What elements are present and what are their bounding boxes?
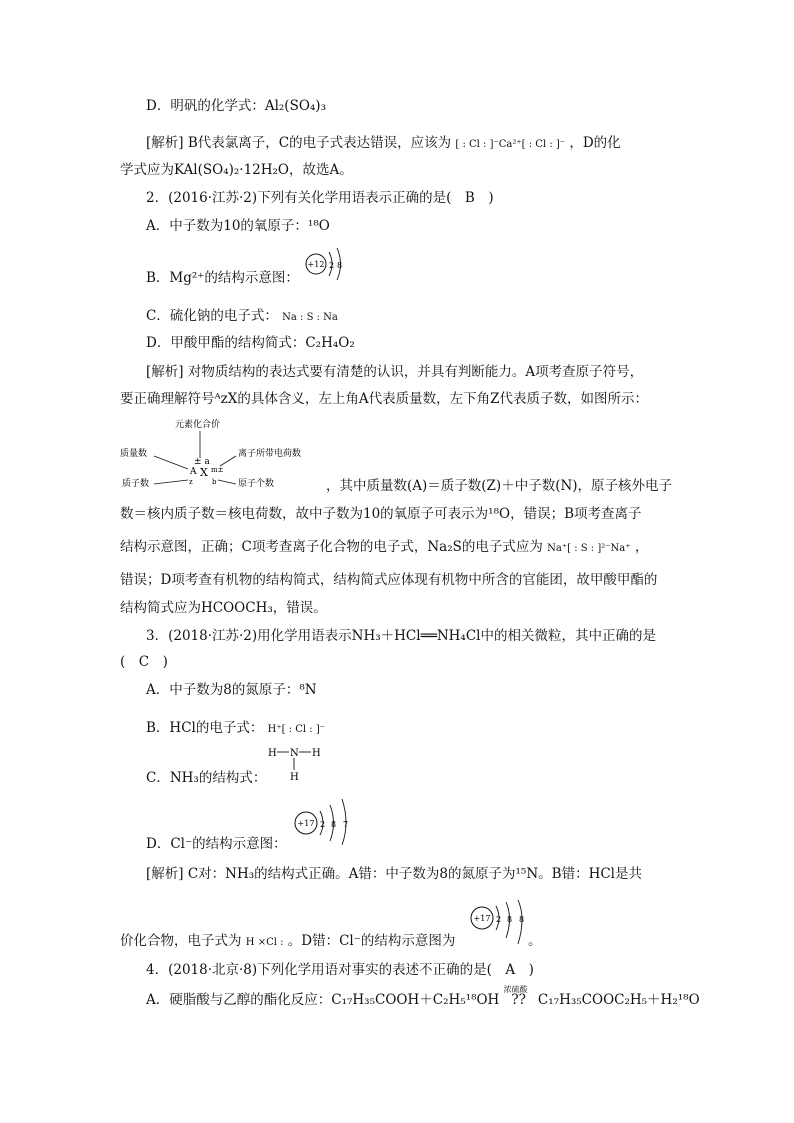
q3-option-d: D．Cl⁻的结构示意图：: [146, 836, 287, 852]
fig-label-atom-count: 原子个数: [238, 479, 275, 489]
q3-stem-line2: ( C ): [120, 654, 168, 670]
svg-text:m±: m±: [211, 466, 224, 474]
shell-1: 2: [320, 820, 326, 829]
answer1-line1: [146, 133, 621, 155]
svg-text:z: z: [189, 478, 193, 486]
answer2-line2: 要正确理解符号ᴬzX的具体含义，左上角A代表质量数，左下角Z代表质子数，如图所示：: [120, 391, 648, 407]
q2-option-c: [146, 306, 338, 328]
q2-option-a: A．中子数为10的氧原子：¹⁸O: [146, 218, 330, 234]
shell-2: 8: [331, 820, 337, 829]
nucleus-label: +17: [297, 819, 315, 828]
answer-text: 。D错：Cl⁻的结构示意图为: [287, 933, 456, 949]
answer-text: 价化合物，电子式为: [120, 933, 242, 949]
nucleus-label: +17: [473, 914, 491, 923]
svg-text:b: b: [212, 478, 217, 486]
cl-ion-structure-diagram-correct: [466, 900, 536, 950]
fig-label-mass: 质量数: [120, 449, 148, 459]
answer-text: C对：NH₃的结构式正确。A错：中子数为8的氮原子为¹⁵N。B错：HCl是共: [187, 866, 642, 882]
cl-ion-structure-diagram: [290, 795, 360, 845]
shell-2: 8: [337, 261, 343, 270]
arrow-glyph: ??: [511, 992, 526, 1008]
reaction-arrow: [503, 985, 534, 1010]
answer-text: ，D的化: [569, 135, 621, 151]
svg-text:± a: ± a: [194, 457, 210, 467]
mg-ion-structure-diagram: [300, 242, 360, 282]
q3-stem-line1: 3．(2018·江苏·2)用化学用语表示NH₃＋HCl══NH₄Cl中的相关微粒，其中正确的是: [146, 628, 656, 644]
answer3-end: 。: [528, 933, 542, 949]
svg-text:X: X: [200, 466, 208, 479]
hcl-covalent-formula: H ×Cl :: [245, 937, 284, 948]
q3-option-b: [146, 718, 325, 740]
answer-text: 对物质结构的表达式要有清楚的认识，并具有判断能力。A项考查原子符号，: [187, 364, 644, 380]
answer2-line4: 数＝核内质子数＝核电荷数，故中子数为10的氧原子可表示为¹⁸O，错误；B项考查离子: [120, 506, 642, 522]
q2-option-b: B．Mg²⁺的结构示意图：: [146, 270, 299, 286]
q4-option-a: [146, 985, 700, 1010]
q3-option-c: C．NH₃的结构式：: [146, 770, 267, 786]
fig-label-charge: 离子所带电荷数: [238, 449, 302, 459]
q2-stem: 2．(2016·江苏·2)下列有关化学用语表示正确的是( B ): [146, 190, 494, 206]
svg-text:A: A: [190, 467, 197, 477]
svg-text:H: H: [268, 748, 277, 759]
hcl-electron-formula: H⁺[ : Cl : ]⁻: [267, 724, 326, 735]
answer2-line7: 结构简式应为HCOOCH₃，错误。: [120, 600, 327, 616]
shell-2: 8: [507, 915, 513, 924]
fig-label-valence: 元素化合价: [175, 420, 221, 430]
answer2-line1: [146, 362, 643, 382]
option-text: C₁₇H₃₅COOC₂H₅＋H₂¹⁸O: [537, 992, 700, 1008]
answer-text: B代表氯离子，C的电子式表达错误，应该为: [187, 135, 452, 151]
answer3-line1: [146, 864, 642, 884]
nh3-structural-formula: [266, 742, 336, 784]
fig-label-proton: 质子数: [122, 479, 150, 489]
answer1-line2: 学式应为KAl(SO₄)₂·12H₂O，故选A。: [120, 162, 353, 178]
shell-1: 2: [496, 915, 502, 924]
answer-text: 结构示意图，正确；C项考查离子化合物的电子式，Na₂S的电子式应为: [120, 539, 543, 555]
shell-3: 7: [343, 820, 349, 829]
answer-tag: [解析]: [146, 135, 184, 151]
answer-tag: [解析]: [146, 364, 184, 380]
answer-tag: [解析]: [146, 866, 184, 882]
svg-text:N: N: [290, 748, 299, 759]
shell-1: 2: [329, 261, 335, 270]
answer3-line2: [120, 931, 455, 953]
na2s-electron-formula: Na : S : Na: [282, 312, 338, 323]
q4-stem: 4．(2018·北京·8)下列化学用语对事实的表述不正确的是( A ): [146, 962, 534, 978]
answer2-line5: [120, 537, 648, 559]
answer2-line3: ，其中质量数(A)＝质子数(Z)＋中子数(N)，原子核外电子: [326, 478, 673, 494]
answer2-line6: 错误；D项考查有机物的结构简式，结构简式应体现有机物中所含的官能团，故甲酸甲酯的: [120, 572, 658, 588]
reaction-condition: 浓硫酸: [503, 985, 528, 994]
electron-formula: [ : Cl : ]⁻Ca²⁺[ : Cl : ]⁻: [455, 139, 566, 150]
q1-option-d: D．明矾的化学式：Al₂(SO₄)₃: [146, 98, 326, 114]
nuclide-notation-figure: [120, 414, 330, 496]
svg-text:H: H: [290, 772, 299, 783]
na2s-electron-formula: Na⁺[ : S : ]²⁻Na⁺: [547, 543, 631, 554]
option-text: A．硬脂酸与乙醇的酯化反应：C₁₇H₃₅COOH＋C₂H₅¹⁸OH: [146, 992, 500, 1008]
q3-option-a: A．中子数为8的氮原子：⁸N: [146, 682, 317, 698]
svg-text:H: H: [312, 748, 321, 759]
option-text: C．硫化钠的电子式：: [146, 308, 278, 324]
answer-text: ，: [634, 539, 649, 555]
q2-option-d: D．甲酸甲酯的结构简式：C₂H₄O₂: [146, 335, 355, 351]
shell-3: 8: [519, 915, 525, 924]
option-text: B．HCl的电子式：: [146, 720, 264, 736]
nucleus-label: +12: [307, 260, 325, 269]
